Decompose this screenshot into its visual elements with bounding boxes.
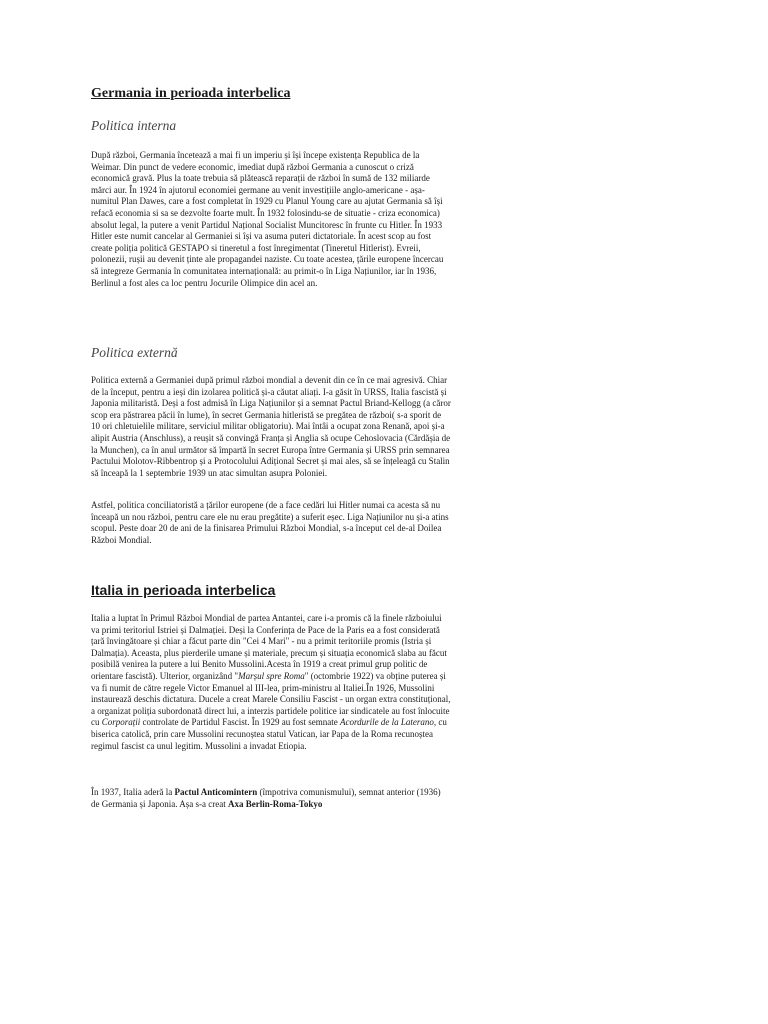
march-on-rome-term: Marșul spre Roma [238, 670, 305, 681]
external-policy-heading: Politica externă [91, 345, 178, 360]
external-policy-conclusion-paragraph: Astfel, politica conciliatoristă a țărilor europene (de a face cedări lui Hitler numai ca acesta să nu înceapă un nou război, pentru care ele nu erau pregătite) a suferit eșec. Liga Națiunilor nu și-a atins scopul. Peste doar 20 de ani de la finisarea Primului Război Mondial, s-a început cel de-al Doilea Război Mondial. [91, 500, 449, 545]
italy-1937-paragraph [91, 787, 451, 810]
internal-policy-paragraph: După război, Germania încetează a mai fi un imperiu și își începe existența Republica de la Weimar. Din punct de vedere economic, imediat după război Germania a cunoscut o criză economică gravă. Plus la toate trebuia să plătească reparații de război în sumă de 132 miliarde mărci aur. În 1924 în ajutorul economiei germane au venit investițiile anglo-americane - așa-numitul Plan Dawes, care a fost completat în 1929 cu Planul Young care au ajutat Germania să își refacă economia si sa se dezvolte foarte mult. În 1932 folosindu-se de situatie - criza economica) absolut legal, la putere a venit Partidul Național Socialist Muncitoresc în frunte cu Hitler. În 1933 Hitler este numit cancelar al Germaniei si își va asuma puteri dictatoriale. În acest scop au fost create poliția politică GESTAPO si tineretul a fost înregimentat (Tineretul Hitlerist). Evreii, polonezii, rușii au devenit ținte ale propagandei naziste. Cu toate acestea, țările europene încercau să integreze Germania în comunitatea internațională: au primit-o în Liga Națiunilor, iar în 1936, Berlinul a fost ales ca loc pentru Jocurile Olimpice din acel an. [91, 150, 444, 288]
italy-text-part-a: Italia a luptat în Primul Război Mondial de partea Antantei, care i-a promis că la finele războiului va primi teritoriul Istriei și Dalmației. Deși la Conferința de Pace de la Paris ea a fost considerată țară învingătoare și chiar a făcut parte din "Cei 4 Mari" - nu a primit teritoriile promis (Istria și Dalmația). Aceasta, plus pierderile umane și materiale, precum și situația economică slaba au făcut posibilă venirea la putere a lui Benito Mussolini.Acesta în 1919 a creat primul grup politic de orientare fascistă). Ulterior, organizând " [91, 613, 447, 681]
internal-policy-heading: Politica interna [91, 118, 177, 133]
anticomintern-pact-term: Pactul Anticomintern [174, 787, 258, 797]
italy-paragraph [91, 613, 451, 752]
italy-section-title: Italia in perioada interbelica [91, 582, 276, 598]
italy-1937-text-part-a: În 1937, Italia aderă la [91, 787, 175, 797]
germany-section-title: Germania in perioada interbelica [91, 86, 291, 101]
corporations-term: Corporații [101, 717, 141, 728]
axis-term: Axa Berlin-Roma-Tokyo [227, 798, 323, 809]
italy-1937-text-part-b: (împotriva comunismului), semnat anterior (1936) de Germania și Japonia. Așa s-a creat [91, 787, 441, 809]
italy-text-part-d: , cu biserica catolică, prin care Mussolini recunoștea statul Vatican, iar Papa de la Roma recunoștea regimul fascist ca unul legitim. Mussolini a invadat Etiopia. [91, 717, 447, 751]
lateran-accords-term: Acordurile de la Laterano [339, 717, 434, 728]
external-policy-paragraph: Politica externă a Germaniei după primul război mondial a devenit din ce în ce mai agresivă. Chiar de la început, pentru a ieși din izolarea politică și-a căutat aliați. I-a găsit în URSS, Italia fascistă și Japonia militaristă. Deși a fost admisă în Liga Națiunilor și a semnat Pactul Briand-Kellogg (a căror scop era păstrarea păcii în lume), în secret Germania hitleristă se pregătea de război( s-a sporit de 10 ori chletuielile militare, serviciul militar obligatoriu). Mai întâi a ocupat zona Renană, apoi și-a alipit Austria (Anschluss), a reușit să convingă Franța și Anglia să ocupe Cehoslovacia (Cărdășia de la Munchen), ca în anul următor să împartă în secret Europa între Germania și URSS prin semnarea Pactului Molotov-Ribbentrop și a Protocolului Adițional Secret și mai ales, să se înțeleagă cu Stalin să înceapă la 1 septembrie 1939 un atac simultan asupra Poloniei. [91, 375, 451, 478]
italy-text-part-c: controlate de Partidul Fascist. În 1929 au fost semnate [140, 717, 340, 728]
italy-text-part-b: " (octombrie 1922) va obține puterea și va fi numit de către regele Victor Emanuel al III-lea, prim-ministru al Italiei.În 1926, Mussolini instaurează deschis dictatura. Ducele a creat Marele Consiliu Fascist - un organ extra constituțional, a organizat poliția subordonată direct lui, a interzis partidele politice iar sindicatele au fost înlocuite cu [91, 670, 451, 728]
